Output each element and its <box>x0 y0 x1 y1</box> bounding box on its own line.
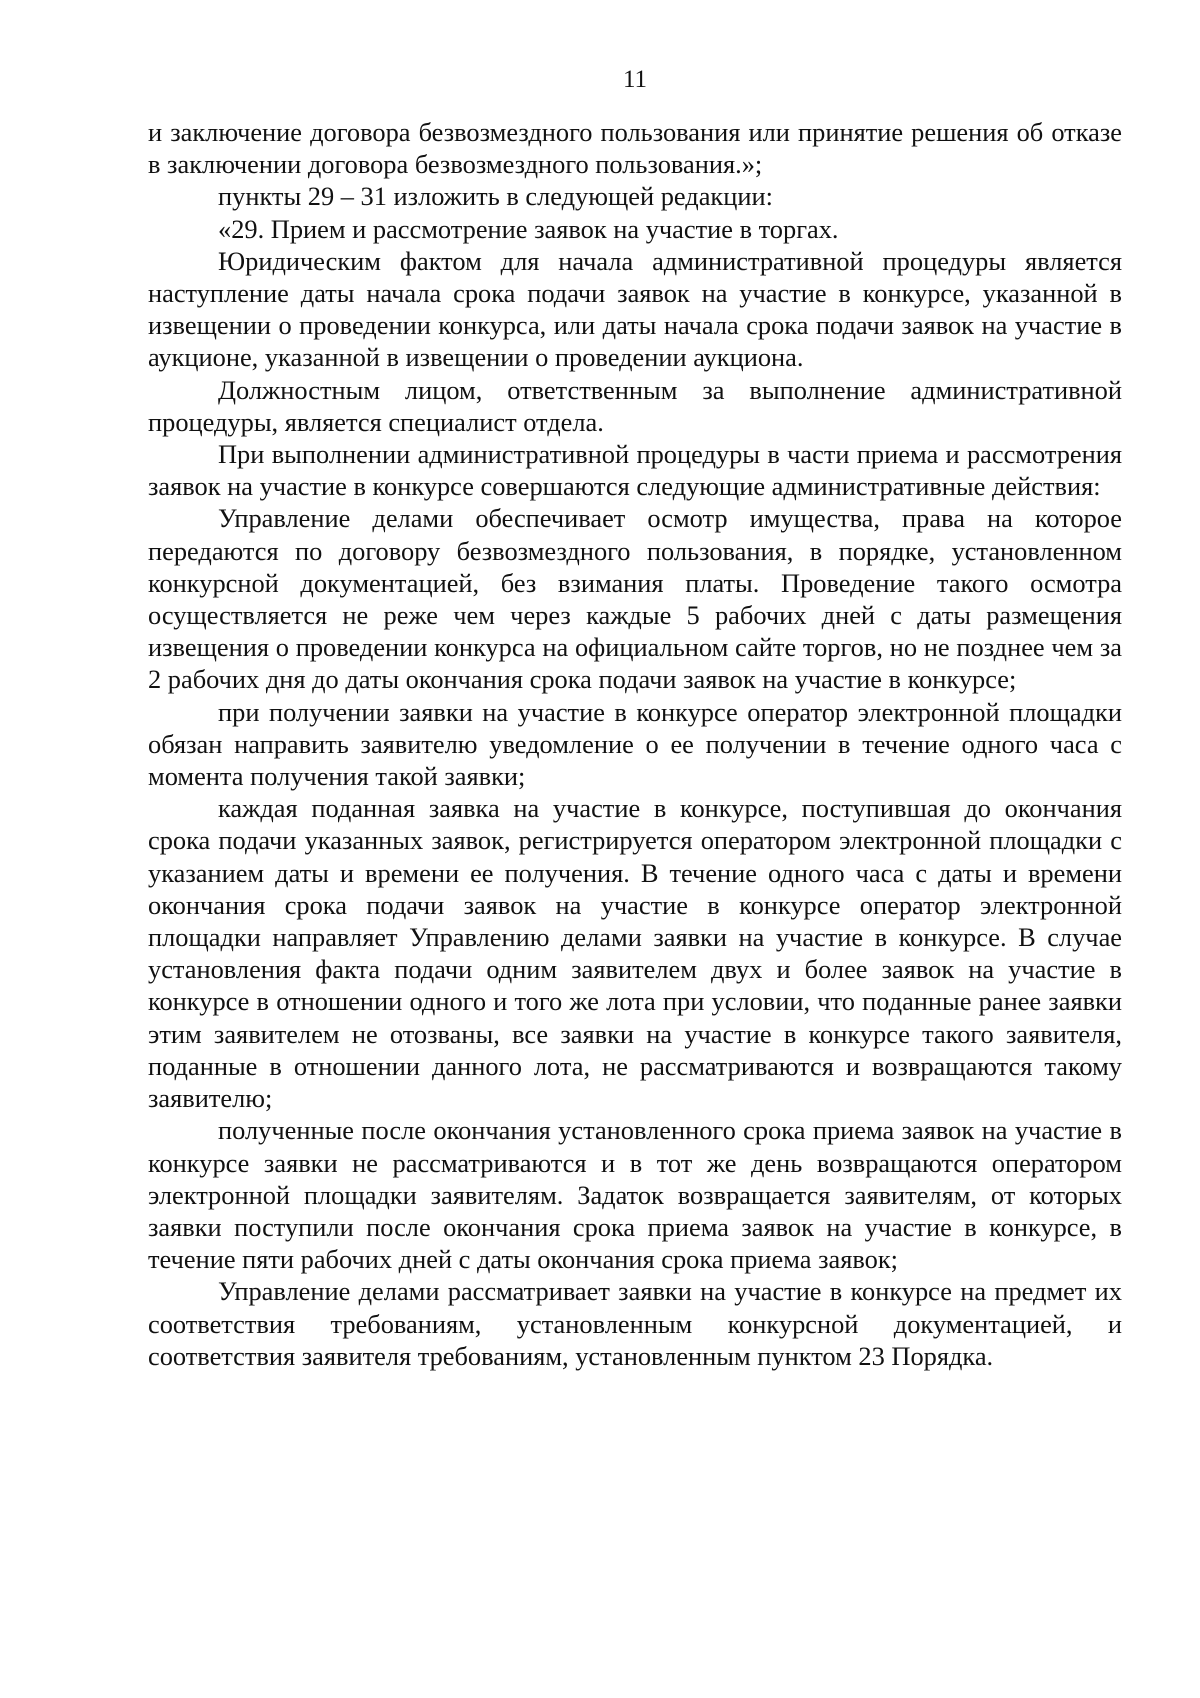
paragraph-property-inspection: Управление делами обеспечивает осмотр имущества, права на которое передаются по договору безвозмездного пользования, в порядке, установленном конкурсной документацией, без взимания платы. Проведение такого осмотра осуществляется не реже чем через каждые 5 рабочих дней с даты размещения извещения о проведении конкурса на официальном сайте торгов, но не позднее чем за 2 рабочих дня до даты окончания срока подачи заявок на участие в конкурсе; <box>148 503 1122 695</box>
paragraph-legal-fact: Юридическим фактом для начала административной процедуры является наступление даты начала срока подачи заявок на участие в конкурсе, указанной в извещении о проведении конкурса, или даты начала срока подачи заявок на участие в аукционе, указанной в извещении о проведении аукциона. <box>148 245 1122 373</box>
page-number: 11 <box>622 66 648 93</box>
paragraph-actions-intro: При выполнении административной процедуры в части приема и рассмотрения заявок на участие в конкурсе совершаются следующие административные действия: <box>148 439 1122 502</box>
paragraph-continuation: и заключение договора безвозмездного пользования или принятие решения об отказе в заключении договора безвозмездного пользования.»; <box>148 117 1122 180</box>
paragraph-responsible-official: Должностным лицом, ответственным за выполнение административной процедуры, является специалист отдела. <box>148 374 1122 437</box>
document-body <box>148 116 1122 1372</box>
paragraph-late-applications: полученные после окончания установленного срока приема заявок на участие в конкурсе заявки не рассматриваются и в тот же день возвращаются оператором электронной площадки заявителям. Задаток возвращается заявителям, от которых заявки поступили после окончания срока приема заявок на участие в конкурсе, в течение пяти рабочих дней с даты окончания срока приема заявок; <box>148 1115 1122 1275</box>
paragraph-receipt-notification: при получении заявки на участие в конкурсе оператор электронной площадки обязан направить заявителю уведомление о ее получении в течение одного часа с момента получения такой заявки; <box>148 696 1122 792</box>
paragraph-application-review: Управление делами рассматривает заявки на участие в конкурсе на предмет их соответствия требованиям, установленным конкурсной документацией, и соответствия заявителя требованиям, установленным пунктом 23 Порядка. <box>148 1276 1122 1371</box>
paragraph-application-registration: каждая поданная заявка на участие в конкурсе, поступившая до окончания срока подачи указанных заявок, регистрируется оператором электронной площадки с указанием даты и времени ее получения. В течение одного часа с даты и времени окончания срока подачи заявок на участие в конкурсе оператор электронной площадки направляет Управлению делами заявки на участие в конкурсе. В случае установления факта подачи одним заявителем двух и более заявок на участие в конкурсе в отношении одного и того же лота при условии, что поданные ранее заявки этим заявителем не отозваны, все заявки на участие в конкурсе такого заявителя, поданные в отношении данного лота, не рассматриваются и возвращаются такому заявителю; <box>148 793 1122 1114</box>
paragraph-section-heading: «29. Прием и рассмотрение заявок на участие в торгах. <box>218 213 839 244</box>
paragraph-amendment-instruction: пункты 29 – 31 изложить в следующей редакции: <box>218 181 773 212</box>
